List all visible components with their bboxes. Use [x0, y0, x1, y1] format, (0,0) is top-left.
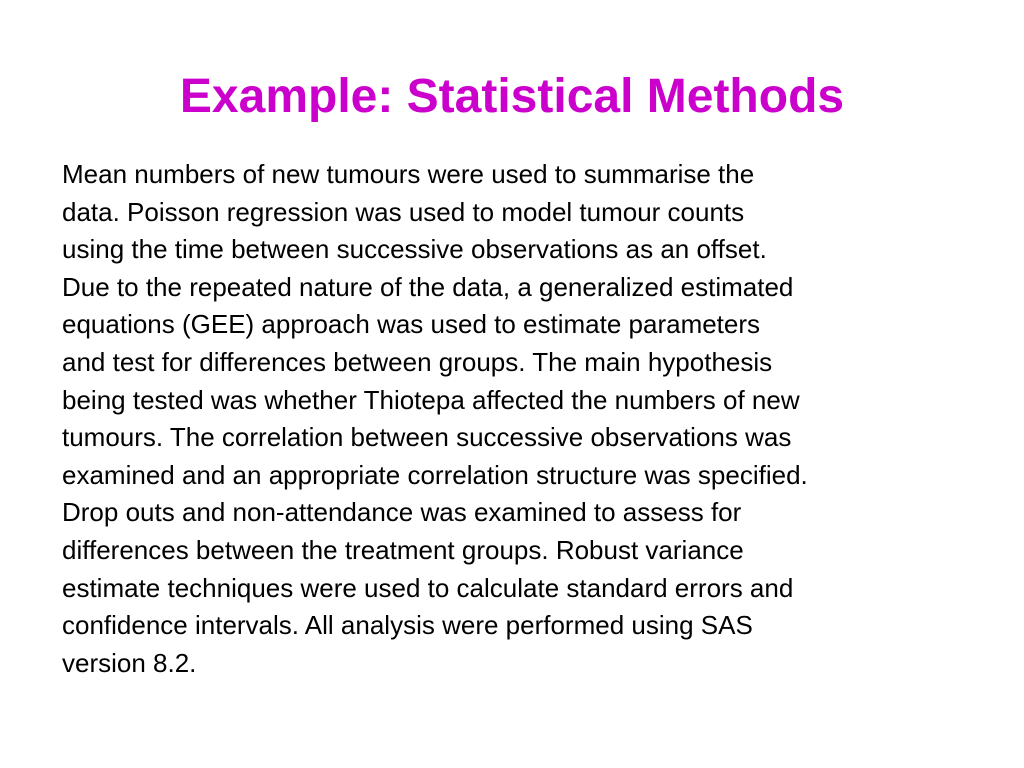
slide-title: Example: Statistical Methods — [179, 70, 845, 123]
body-line: confidence intervals. All analysis were performed using SAS — [62, 610, 753, 641]
body-line: differences between the treatment groups. Robust variance — [62, 534, 744, 565]
body-line: Due to the repeated nature of the data, a generalized estimated — [62, 271, 794, 302]
body-line: being tested was whether Thiotepa affected the numbers of new — [62, 384, 800, 415]
body-line: equations (GEE) approach was used to estimate parameters — [62, 309, 761, 340]
body-line: using the time between successive observations as an offset. — [62, 234, 767, 265]
body-line: estimate techniques were used to calculate standard errors and — [62, 572, 794, 603]
body-line: version 8.2. — [62, 647, 197, 678]
body-line: and test for differences between groups. The main hypothesis — [62, 346, 773, 377]
body-line: Drop outs and non-attendance was examined to assess for — [62, 497, 742, 528]
slide-body-text — [62, 156, 982, 682]
body-line: examined and an appropriate correlation structure was specified. — [62, 459, 808, 490]
body-line: Mean numbers of new tumours were used to summarise the — [62, 159, 755, 189]
body-line: tumours. The correlation between successive observations was — [62, 422, 792, 453]
body-line: data. Poisson regression was used to model tumour counts — [62, 196, 745, 227]
